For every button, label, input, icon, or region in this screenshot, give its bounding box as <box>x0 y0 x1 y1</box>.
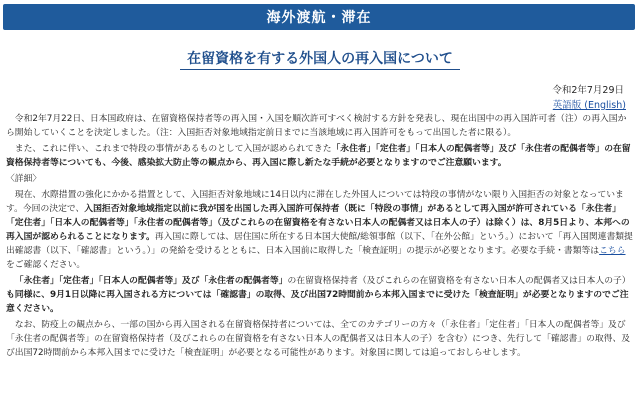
paragraph-4-text: の在留資格保持者（及びこれらの在留資格を有さない日本人の配偶者又は日本人の子） <box>287 276 631 286</box>
paragraph-3 <box>6 188 634 272</box>
english-version-link[interactable]: 英語版 (English) <box>552 100 626 111</box>
details-heading <box>6 172 634 186</box>
publish-date: 令和2年7月29日 <box>552 85 624 96</box>
paragraph-4-bold-2: も同様に、9月1日以降に再入国される方については「確認書」の取得、及び出国72時間前から本邦入国までに受けた「検査証明」が必要となりますのでご注意ください。 <box>6 290 629 314</box>
paragraph-2 <box>6 142 634 170</box>
paragraph-3-bold: 入国拒否対象地域指定以前に我が国を出国した再入国許可保持者（既に「特段の事情」があるとして再入国が許可されている「永住者」「定住者」「日本人の配偶者等」「永住者の配偶者等」（及びこれらの在留資格を有さない日本人の配偶者又は日本人の子）は除く）は、8月5日より、本邦への再入国が認められることになります。 <box>6 204 630 242</box>
paragraph-5-text: なお、防疫上の観点から、一部の国から再入国される在留資格保持者については、全てのカテゴリーの方々（「永住者」「定住者」「日本人の配偶者等」及び「永住者の配偶者等」の在留資格保持者（及びこれらの在留資格を有さない日本人の配偶者又は日本人の子）を含む）につき、先行して「確認書」の取得、及び出国72時間前から本邦入国までに受けた「検査証明」が必要となる可能性があります。対象国に関しては追っておしらせします。 <box>6 320 631 358</box>
section-header-title: 海外渡航・滞在 <box>266 10 372 26</box>
title-underline <box>180 69 460 70</box>
section-header-bar <box>3 4 635 30</box>
paragraph-1-text: 令和2年7月22日、日本国政府は、在留資格保持者等の再入国・入国を順次許可すべく検討する方針を発表し、現在出国中の再入国許可者（注）の再入国から開始していくことを決定しました。（注：入国拒否対象地域指定前日までに当該地域に再入国許可をもって出国した者に限る）。 <box>6 114 627 138</box>
paragraph-3-post: 再入国に際しては、居住国に所在する日本国大使館/総領事館（以下、「在外公館」という。）において「再入国関連書類提出確認書（以下、「確認書」という。）」の発給を受けるとともに、日本入国前に取得した「検査証明」の提示が必要となります。必要な手続・書類等は <box>6 232 633 256</box>
paragraph-2-bold: 「永住者」「定住者」「日本人の配偶者等」及び「永住者の配偶者等」の在留資格保持者等についても、今後、感染拡大防止等の観点から、再入国に際し新たな手続が必要となりますのでご注意願います。 <box>6 144 631 168</box>
paragraph-1 <box>6 112 634 140</box>
paragraph-4 <box>6 274 634 316</box>
paragraph-4-bold: 「永住者」「定住者」「日本人の配偶者等」及び「永住者の配偶者等」 <box>14 276 288 286</box>
page-title: 在留資格を有する外国人の再入国について <box>187 51 453 67</box>
procedures-link[interactable]: こちら <box>599 246 626 256</box>
details-heading-text: 〈詳細〉 <box>6 174 42 184</box>
paragraph-3-text: 現在、水際措置の強化にかかる措置として、入国拒否対象地域に14日以内に滞在した外国人については特段の事情がない限り入国拒否の対象となっています。今回の決定で、 <box>6 190 624 214</box>
paragraph-2-text: また、これに伴い、これまで特段の事情があるものとして入国が認められてきた <box>14 144 332 154</box>
paragraph-3-end: をご確認ください。 <box>6 260 86 270</box>
article-body <box>6 112 634 362</box>
paragraph-5 <box>6 318 634 360</box>
